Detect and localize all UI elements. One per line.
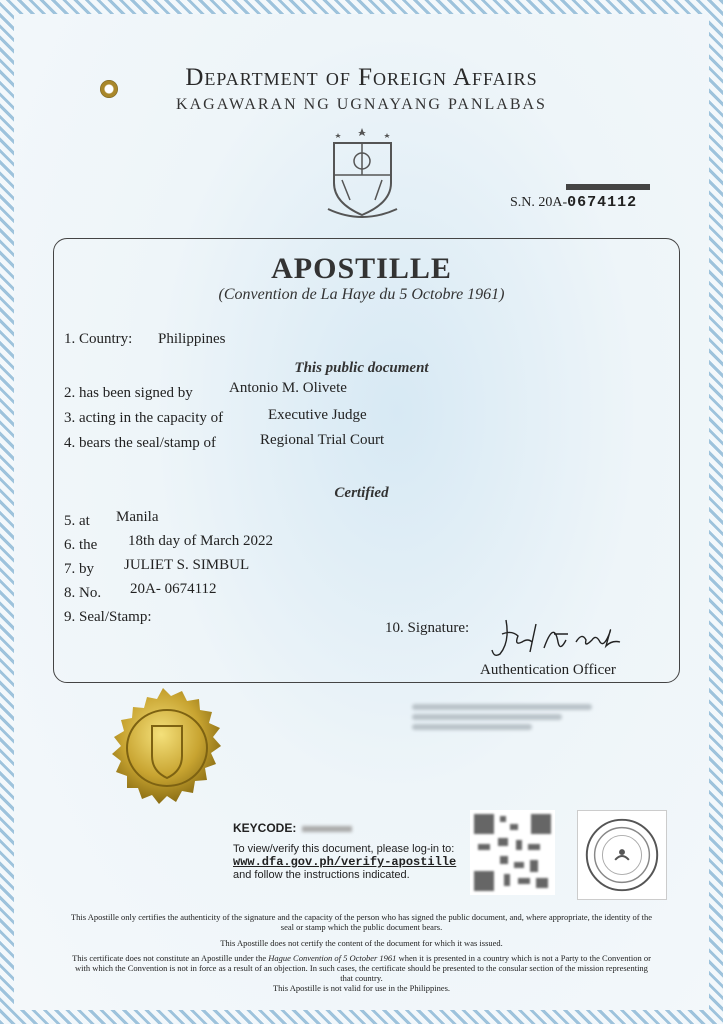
number-row: 8. No. 20A- 0674112 [64, 581, 217, 601]
country-row: 1. Country: Philippines [64, 331, 226, 347]
serial-number: S.N. 20A-0674112 [510, 194, 638, 211]
redacted-document-info [412, 700, 602, 734]
gold-seal-icon [72, 686, 254, 838]
verify-url-link[interactable]: www.dfa.gov.ph/verify-apostille [233, 855, 457, 869]
apostille-subtitle: (Convention de La Haye du 5 Octobre 1961) [218, 286, 505, 303]
seal-of-row: 4. bears the seal/stamp of Regional Trial Court [64, 432, 385, 451]
number-value: 20A- 0674112 [130, 581, 217, 597]
capacity-value: Executive Judge [268, 407, 367, 423]
seal-of-value: Regional Trial Court [260, 432, 385, 448]
signature-image [488, 612, 638, 662]
date-row: 6. the 18th day of March 2022 [64, 533, 273, 553]
department-name-filipino: KAGAWARAN NG UGNAYANG PANLABAS [176, 96, 547, 113]
footer-disclaimer-1: This Apostille only certifies the authenticity of the signature and the capacity of the person who has signed the public document, and, where appropriate, the identity of the seal or stamp which the public document bears. [70, 912, 653, 932]
redacted-keycode [302, 826, 352, 832]
qr-code-icon [470, 810, 555, 895]
signed-by-row: 2. has been signed by Antonio M. Olivete [64, 380, 347, 401]
footer-disclaimer-3: This certificate does not constitute an Apostille under the Hague Convention of 5 October 1961 when it is presented in a country which is not a Party to the Convention or with which the Convention is not in force as a result of an objection. In such cases, the certificate should be presented to the consular section of the mission representing that country. [72, 953, 651, 983]
hologram-icon [577, 810, 667, 900]
serial-barcode [566, 184, 650, 190]
keycode: KEYCODE: [233, 821, 352, 835]
signed-by-value: Antonio M. Olivete [229, 380, 347, 396]
footer-disclaimer-4: This Apostille is not valid for use in the Philippines. [272, 983, 451, 993]
signature-label: 10. Signature: [385, 620, 470, 636]
date-value: 18th day of March 2022 [128, 533, 273, 549]
capacity-row: 3. acting in the capacity of Executive Judge [64, 407, 367, 426]
apostille-title: APOSTILLE [271, 252, 452, 285]
at-value: Manila [116, 509, 159, 525]
footer-disclaimer-2: This Apostille does not certify the content of the document for which it was issued. [220, 938, 503, 948]
seal-stamp-row: 9. Seal/Stamp: [64, 609, 152, 625]
verify-instructions: To view/verify this document, please log-in to: www.dfa.gov.ph/verify-apostille and follow the instructions indicated. [233, 843, 457, 881]
certified-heading: Certified [334, 485, 389, 501]
by-row: 7. by JULIET S. SIMBUL [64, 557, 250, 577]
public-document-heading: This public document [294, 360, 429, 376]
at-row: 5. at Manila [64, 509, 159, 529]
country-value: Philippines [158, 331, 226, 347]
officer-title: Authentication Officer [480, 662, 616, 678]
by-value: JULIET S. SIMBUL [124, 557, 250, 573]
department-name-english: Department of Foreign Affairs [185, 64, 538, 91]
coat-of-arms-icon [320, 125, 405, 220]
